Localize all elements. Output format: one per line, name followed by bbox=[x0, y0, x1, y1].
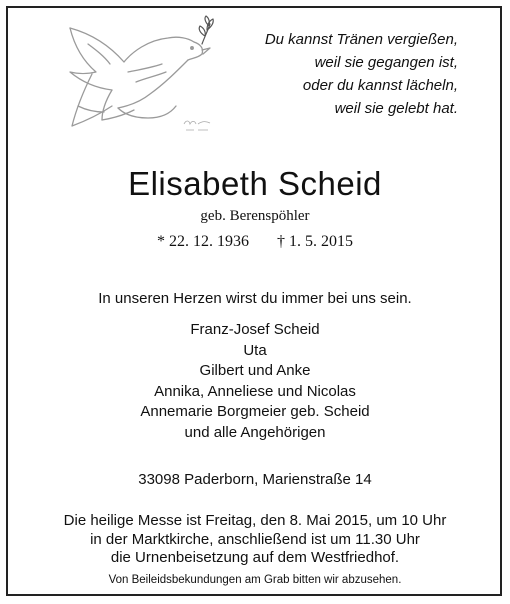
poem-line: weil sie gegangen ist, bbox=[314, 54, 458, 71]
birth-date: * 22. 12. 1936 bbox=[157, 233, 249, 250]
service-line: die Urnenbeisetzung auf dem Westfriedhof. bbox=[110, 549, 400, 566]
service-info bbox=[0, 512, 510, 568]
deceased-name: Elisabeth Scheid bbox=[128, 165, 382, 202]
mourner: Franz-Josef Scheid bbox=[190, 321, 320, 338]
poem-line: Du kannst Tränen vergießen, bbox=[264, 31, 458, 48]
life-dates bbox=[0, 232, 510, 252]
poem bbox=[248, 28, 458, 120]
address: 33098 Paderborn, Marienstraße 14 bbox=[138, 471, 372, 488]
mourner: Annemarie Borgmeier geb. Scheid bbox=[140, 403, 370, 420]
mourner: Gilbert und Anke bbox=[199, 362, 311, 379]
maiden-name: geb. Berenspöhler bbox=[200, 208, 310, 224]
poem-line: oder du kannst lächeln, bbox=[302, 77, 458, 94]
motto: In unseren Herzen wirst du immer bei uns sein. bbox=[98, 290, 412, 307]
poem-line: weil sie gelebt hat. bbox=[334, 100, 458, 117]
dove-icon bbox=[52, 14, 222, 138]
condolence-note: Von Beileidsbekundungen am Grab bitten wir abzusehen. bbox=[108, 574, 402, 586]
mourner: Uta bbox=[243, 341, 267, 359]
service-line: Die heilige Messe ist Freitag, den 8. Mai 2015, um 10 Uhr bbox=[63, 512, 447, 529]
mourner: Annika, Anneliese und Nicolas bbox=[154, 382, 356, 400]
mourners-list bbox=[0, 320, 510, 443]
mourner: und alle Angehörigen bbox=[184, 423, 326, 441]
death-date: † 1. 5. 2015 bbox=[277, 233, 353, 250]
service-line: in der Marktkirche, anschließend ist um 11.30 Uhr bbox=[90, 530, 420, 548]
